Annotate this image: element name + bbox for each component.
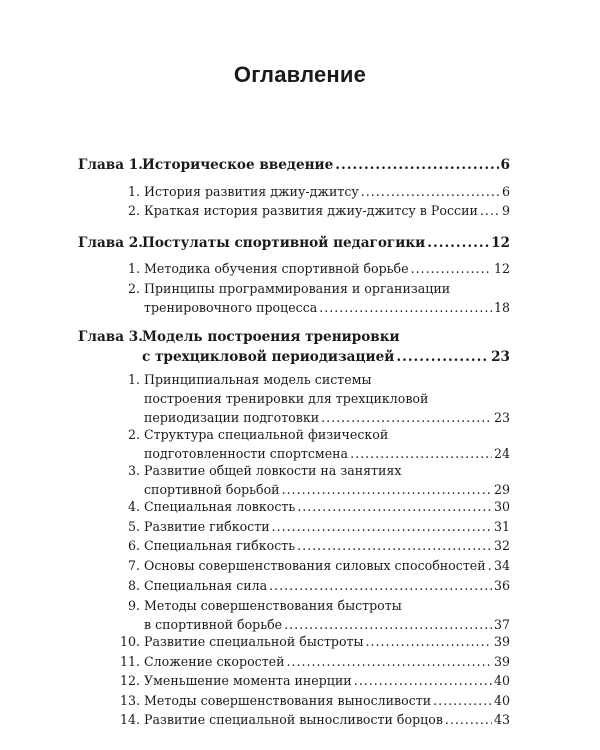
dot-leader	[427, 233, 489, 253]
entry-title: История развития джиу-джитсу	[144, 184, 359, 199]
entry-number: 7.	[127, 558, 140, 573]
entry-title: Методика обучения спортивной борьбе	[144, 261, 409, 276]
toc-entry[interactable]	[78, 279, 510, 317]
entry-page-number: 39	[493, 654, 510, 669]
page-title: Оглавление	[233, 62, 367, 87]
entry-title: Развитие гибкости	[144, 519, 270, 534]
toc-entry[interactable]	[78, 671, 510, 690]
dot-leader	[319, 298, 492, 317]
entry-number: 1.	[127, 261, 140, 276]
entry-title: Структура специальной физической	[144, 427, 389, 442]
entry-number: 12.	[119, 673, 140, 688]
entry-page-number: 36	[493, 578, 510, 593]
entry-title: Специальная сила	[144, 578, 268, 593]
entry-page-number: 6	[501, 184, 510, 199]
entry-number: 11.	[119, 654, 140, 669]
entry-page-number: 37	[493, 617, 510, 632]
entry-title: спортивной борьбой	[144, 482, 280, 497]
entry-page-number: 43	[493, 712, 510, 727]
entry-title: Специальная гибкость	[144, 538, 296, 553]
toc-entry[interactable]	[78, 259, 510, 278]
chapter-title: Постулаты спортивной педагогики	[142, 235, 426, 251]
dot-leader	[272, 517, 492, 536]
dot-leader	[269, 576, 492, 595]
toc-entry[interactable]	[78, 652, 510, 671]
entry-title: подготовленности спортсмена	[144, 446, 349, 461]
chapter-title: с трехцикловой периодизацией	[142, 349, 395, 365]
entry-title: Методы совершенствования быстроты	[144, 598, 402, 613]
chapter-label: Глава 3.	[78, 329, 143, 345]
toc-entry[interactable]	[78, 370, 510, 427]
entry-title: Сложение скоростей	[144, 654, 285, 669]
toc-entry[interactable]	[78, 461, 510, 499]
dot-leader	[445, 710, 492, 729]
toc-entry[interactable]	[78, 536, 510, 555]
toc-entry[interactable]	[78, 201, 510, 220]
entry-number: 4.	[127, 499, 140, 514]
entry-page-number: 12	[493, 261, 510, 276]
entry-title: в спортивной борьбе	[144, 617, 283, 632]
toc-entry[interactable]	[78, 517, 510, 536]
entry-title: Краткая история развития джиу-джитсу в России	[144, 203, 478, 218]
entry-number: 10.	[119, 634, 140, 649]
entry-number: 1.	[127, 184, 140, 199]
toc-entry[interactable]	[78, 497, 510, 516]
dot-leader	[396, 347, 489, 367]
entry-page-number: 30	[493, 499, 510, 514]
dot-leader	[366, 632, 492, 651]
toc-entry[interactable]	[78, 556, 510, 575]
chapter-heading[interactable]	[78, 155, 510, 175]
entry-number: 6.	[127, 538, 140, 553]
dot-leader	[488, 556, 492, 575]
dot-leader	[287, 652, 492, 671]
toc-entry[interactable]	[78, 632, 510, 651]
dot-leader	[297, 497, 492, 516]
entry-title: Развитие специальной быстроты	[144, 634, 364, 649]
entry-number: 14.	[119, 712, 140, 727]
entry-page-number: 24	[493, 446, 510, 461]
entry-page-number: 39	[493, 634, 510, 649]
entry-title: Специальная ловкость	[144, 499, 296, 514]
entry-page-number: 23	[493, 410, 510, 425]
entry-page-number: 40	[493, 673, 510, 688]
entry-page-number: 40	[493, 693, 510, 708]
entry-title: Методы совершенствования выносливости	[144, 693, 432, 708]
entry-page-number: 9	[501, 203, 510, 218]
chapter-title: Модель построения тренировки	[142, 329, 400, 345]
chapter-heading[interactable]	[78, 327, 510, 367]
dot-leader	[354, 671, 492, 690]
chapter-label: Глава 2.	[78, 235, 143, 251]
chapter-page-number: 6	[500, 157, 510, 173]
entry-number: 13.	[119, 693, 140, 708]
entry-number: 8.	[127, 578, 140, 593]
chapter-page-number: 12	[491, 235, 510, 251]
entry-title: Основы совершенствования силовых способностей	[144, 558, 486, 573]
entry-number: 3.	[127, 463, 140, 478]
dot-leader	[297, 536, 492, 555]
chapter-page-number: 23	[491, 349, 510, 365]
entry-number: 5.	[127, 519, 140, 534]
entry-title: Принципы программирования и организации	[144, 281, 451, 296]
dot-leader	[411, 259, 492, 278]
dot-leader	[433, 691, 492, 710]
chapter-heading[interactable]	[78, 233, 510, 253]
entry-title: Развитие специальной выносливости борцов	[144, 712, 443, 727]
entry-number: 2.	[127, 427, 140, 442]
entry-page-number: 31	[493, 519, 510, 534]
entry-number: 2.	[127, 203, 140, 218]
chapter-label: Глава 1.	[78, 157, 143, 173]
entry-title: периодизации подготовки	[144, 410, 320, 425]
entry-title: построения тренировки для трехцикловой	[144, 391, 429, 406]
entry-number: 1.	[127, 372, 140, 387]
chapter-title: Историческое введение	[142, 157, 334, 173]
toc-entry[interactable]	[78, 576, 510, 595]
entry-title: Развитие общей ловкости на занятиях	[144, 463, 402, 478]
dot-leader	[480, 201, 500, 220]
dot-leader	[361, 182, 500, 201]
toc-entry[interactable]	[78, 596, 510, 634]
entry-title: тренировочного процесса	[144, 300, 318, 315]
entry-page-number: 18	[493, 300, 510, 315]
toc-entry[interactable]	[78, 425, 510, 463]
toc-entry[interactable]	[78, 710, 510, 729]
toc-entry[interactable]	[78, 691, 510, 710]
entry-page-number: 32	[493, 538, 510, 553]
entry-page-number: 29	[493, 482, 510, 497]
entry-title: Уменьшение момента инерции	[144, 673, 352, 688]
toc-entry[interactable]	[78, 182, 510, 201]
dot-leader	[335, 155, 498, 175]
entry-title: Принципиальная модель системы	[144, 372, 372, 387]
entry-page-number: 34	[493, 558, 510, 573]
entry-number: 9.	[127, 598, 140, 613]
entry-number: 2.	[127, 281, 140, 296]
